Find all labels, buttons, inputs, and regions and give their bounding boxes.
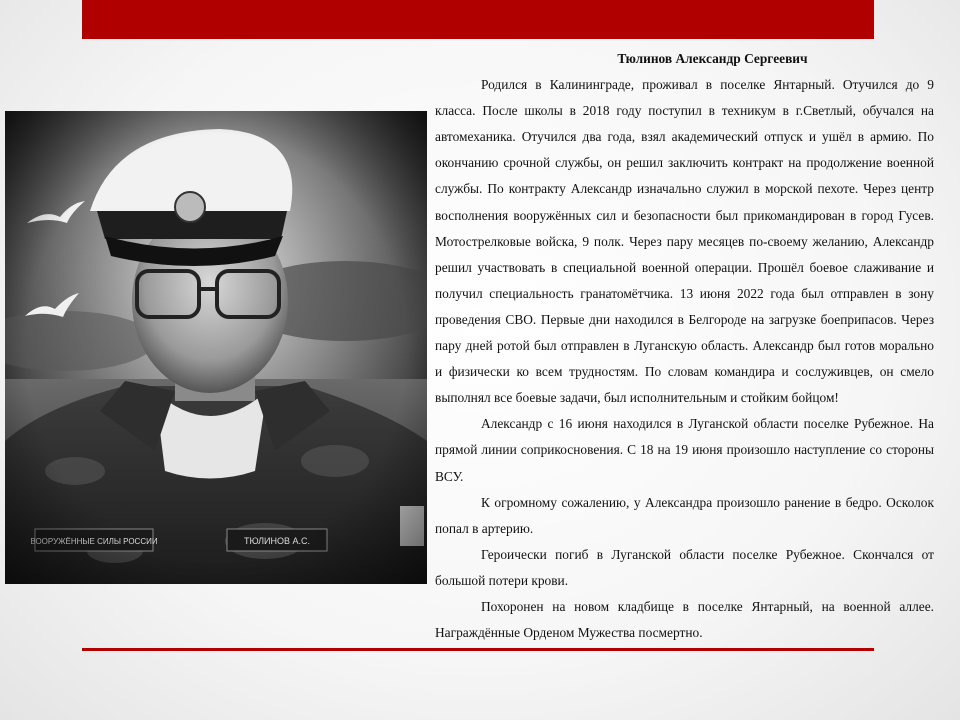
bottom-accent-rule <box>82 648 874 651</box>
paragraph-wound: К огромному сожалению, у Александра произошло ранение в бедро. Осколок попал в артерию. <box>435 494 934 536</box>
paragraph-battle: Александр с 16 июня находился в Луганской области поселке Рубежное. На прямой линии соприкосновения. С 18 на 19 июня произошло наступление со стороны ВСУ. <box>435 416 934 484</box>
top-accent-bar <box>82 0 874 39</box>
paragraph-death: Героически погиб в Луганской области поселке Рубежное. Скончался от большой потери крови. <box>435 546 934 588</box>
biography-text <box>435 46 934 646</box>
paragraph-burial: Похоронен на новом кладбище в поселке Янтарный, на военной аллее. Награждённые Орденом Мужества посмертно. <box>435 598 934 641</box>
paragraph-biography: Родился в Калининграде, проживал в поселке Янтарный. Отучился до 9 класса. После школы в 2018 году поступил в техникум в г.Светлый, обучался на автомеханика. Отучился два года, взял академический отпуск и ушёл в армию. По окончанию срочной службы, он решил заключить контракт на продолжение военной службы. По контракту Александр изначально служил в морской пехоте. Через центр восполнения вооружённых сил и безопасности был прикомандирован в город Гусев. Мотострелковые войска, 9 полк. Через пару месяцев по-своему желанию, Александр решил участвовать в специальной военной операции. Прошёл боевое слаживание и получил специальность гранатомётчика. 13 июня 2022 года был отправлен в зону проведения СВО. Первые дни находился в Белгороде на загрузке боеприпасов. Через пару дней ротой был отправлен в Луганскую область. Александр был готов морально и физически ко всем трудностям. По словам командира и сослуживцев, он смело выполнял все боевые задачи, был исполнительным и стойким бойцом! <box>435 77 934 406</box>
portrait-photo <box>5 111 427 584</box>
person-name-title: Тюлинов Александр Сергеевич <box>617 51 808 66</box>
